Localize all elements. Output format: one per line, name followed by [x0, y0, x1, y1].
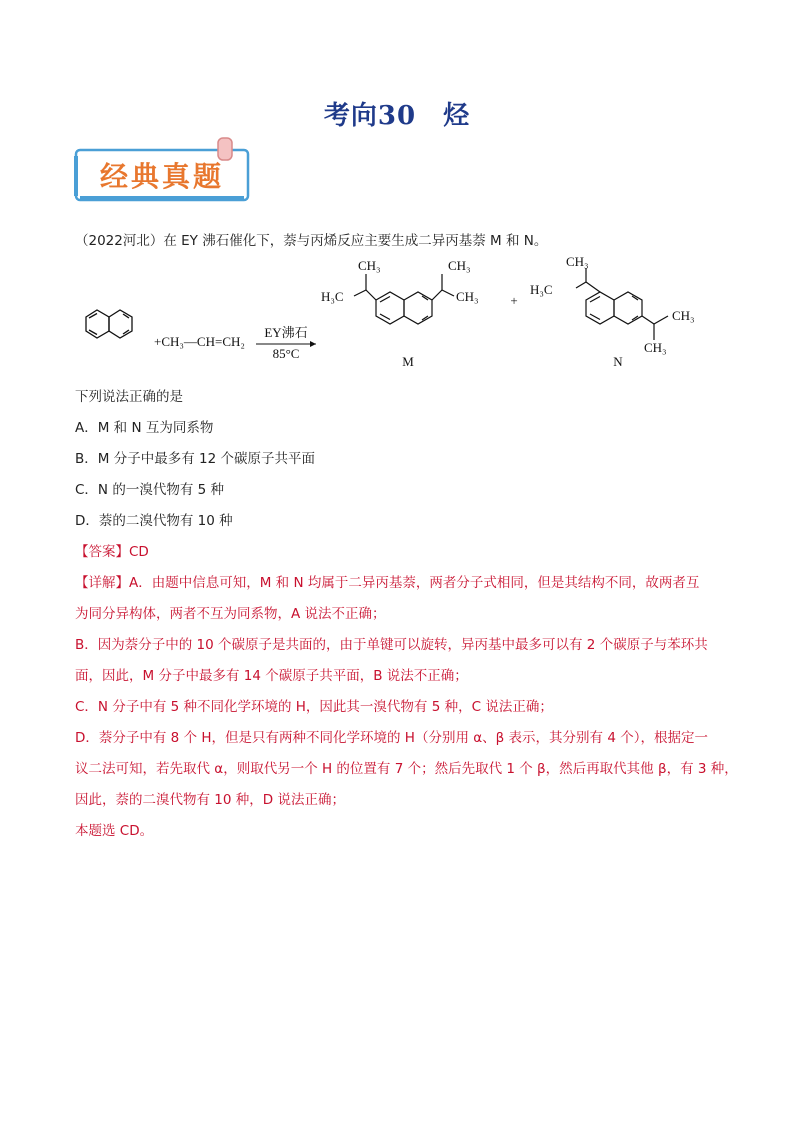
product-m-structure — [354, 274, 454, 324]
explanation-line — [75, 568, 735, 599]
product-m-label: M — [402, 354, 414, 369]
reaction-scheme — [66, 252, 726, 377]
answer-value: CD — [129, 544, 149, 560]
answer-label: 【答案】 — [75, 544, 129, 560]
explanation-line: 面，因此，M 分子中最多有 14 个碳原子共平面，B 说法不正确； — [75, 668, 468, 684]
h3c-label: H₃C — [530, 282, 553, 297]
option-d: D．萘的二溴代物有 10 种 — [75, 513, 233, 529]
question-stem: （2022河北）在 EY 沸石催化下，萘与丙烯反应主要生成二异丙基萘 M 和 N。 — [75, 233, 548, 249]
explanation-line: C．N 分子中有 5 种不同化学环境的 H，因此其一溴代物有 5 种，C 说法正确； — [75, 699, 553, 715]
answer-line — [75, 537, 735, 568]
option-b: B．M 分子中最多有 12 个碳原子共平面 — [75, 451, 315, 467]
product-n-structure — [576, 268, 668, 340]
ch3-label: CH₃ — [672, 308, 695, 323]
option-a: A．M 和 N 互为同系物 — [75, 420, 214, 436]
explanation-line: 因此，萘的二溴代物有 10 种，D 说法正确； — [75, 792, 345, 808]
explanation-line: 议二法可知，若先取代 α，则取代另一个 H 的位置有 7 个；然后先取代 1 个 β，然后再取代其他 β，有 3 种， — [75, 761, 738, 777]
catalyst-text: EY沸石 — [264, 325, 308, 340]
plus-sign: + — [510, 293, 518, 308]
explanation-line: 为同分异构体，两者不互为同系物，A 说法不正确； — [75, 606, 386, 622]
option-c: C．N 的一溴代物有 5 种 — [75, 482, 224, 498]
product-n-label: N — [613, 354, 623, 369]
reagent-text: +CH₃—CH=CH₂ — [154, 334, 245, 349]
ch3-label: CH₃ — [456, 289, 479, 304]
question-prompt: 下列说法正确的是 — [75, 389, 183, 405]
ch3-label: CH₃ — [448, 258, 471, 273]
conclusion: 本题选 CD。 — [75, 823, 154, 839]
naphthalene-structure — [86, 310, 132, 338]
explanation-line: B．因为萘分子中的 10 个碳原子是共面的，由于单键可以旋转，异丙基中最多可以有 2 个碳原子与苯环共 — [75, 637, 708, 653]
explanation-line: D．萘分子中有 8 个 H，但是只有两种不同化学环境的 H（分别用 α、β 表示，其分别有 4 个），根据定一 — [75, 730, 708, 746]
ch3-label: CH₃ — [566, 254, 589, 269]
temperature-text: 85°C — [272, 346, 300, 361]
explanation-label: 【详解】 — [75, 575, 129, 591]
badge-label: 经典真题 — [99, 160, 225, 193]
question-body — [75, 382, 738, 847]
paper-clip-icon — [218, 138, 232, 160]
ch3-label: CH₃ — [644, 340, 667, 355]
page-title: 考向30 烃 — [323, 101, 471, 131]
explanation-text: A．由题中信息可知，M 和 N 均属于二异丙基萘，两者分子式相同，但是其结构不同，故两者互 — [129, 575, 700, 591]
ch3-label: CH₃ — [358, 258, 381, 273]
section-badge — [68, 136, 258, 206]
h3c-label: H₃C — [321, 289, 344, 304]
